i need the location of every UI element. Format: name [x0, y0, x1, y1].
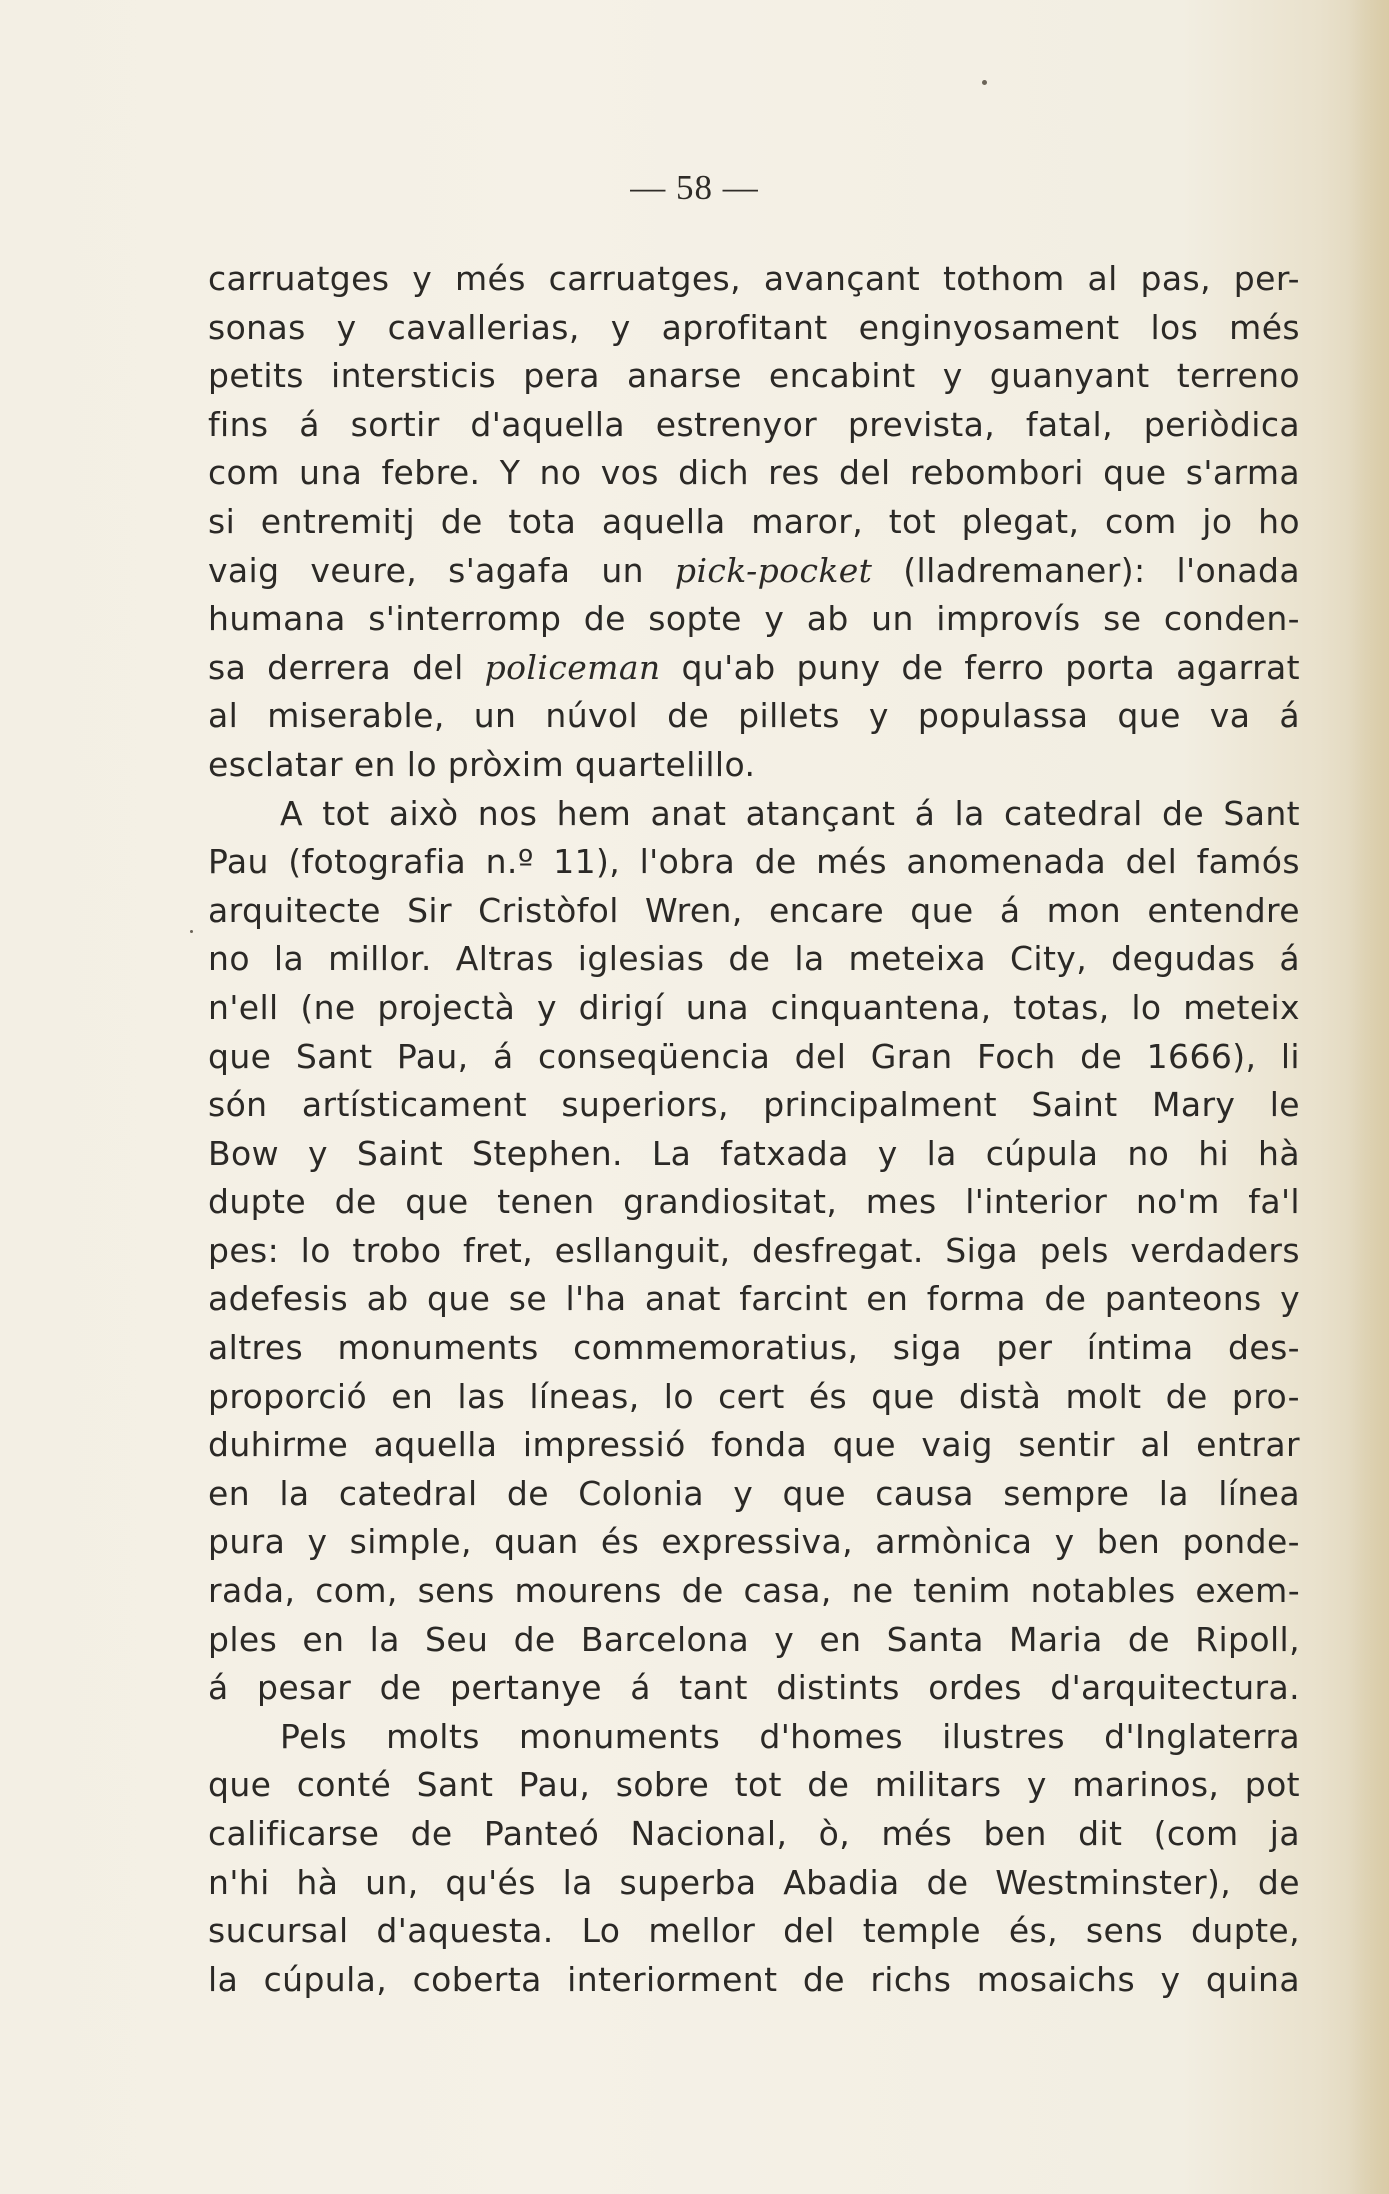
text-line: dupte de que tenen grandiositat, mes l'interior no'm fa'l — [208, 1182, 1300, 1222]
text-line: fins á sortir d'aquella estrenyor prevista, fatal, periòdica — [208, 404, 1300, 444]
text-line: Pels molts monuments d'homes ilustres d'Inglaterra — [280, 1716, 1300, 1756]
text-line: Bow y Saint Stephen. La fatxada y la cúpula no hi hà — [208, 1133, 1300, 1173]
text-line: altres monuments commemoratius, siga per íntima des- — [208, 1328, 1300, 1368]
text-line: que Sant Pau, á conseqüencia del Gran Foch de 1666), li — [208, 1036, 1300, 1076]
text-line: al miserable, un núvol de pillets y populassa que va á — [208, 696, 1300, 736]
text-line: que conté Sant Pau, sobre tot de militars y marinos, pot — [208, 1765, 1300, 1805]
text-line: com una febre. Y no vos dich res del rebombori que s'arma — [208, 453, 1300, 493]
text-line: pura y simple, quan és expressiva, armònica y ben ponde- — [208, 1522, 1300, 1562]
text-line: rada, com, sens mourens de casa, ne tenim notables exem- — [208, 1571, 1300, 1611]
text-line: pes: lo trobo fret, esllanguit, desfregat. Siga pels verdaders — [208, 1230, 1300, 1270]
text-line: arquitecte Sir Cristòfol Wren, encare que á mon entendre — [208, 890, 1300, 930]
italic-term: pick-pocket — [674, 550, 873, 590]
ink-speck — [190, 930, 193, 933]
text-line: Pau (fotografia n.º 11), l'obra de més anomenada del famós — [208, 842, 1300, 882]
text-line: si entremitj de tota aquella maror, tot plegat, com jo ho — [208, 501, 1300, 541]
text-line: sonas y cavallerias, y aprofitant enginyosament los més — [208, 307, 1300, 347]
text-line: adefesis ab que se l'ha anat farcint en forma de panteons y — [208, 1279, 1300, 1319]
text-line: vaig veure, s'agafa un pick-pocket (lladremaner): l'onada — [208, 550, 1300, 590]
text-line: n'ell (ne projectà y dirigí una cinquantena, totas, lo meteix — [208, 987, 1300, 1027]
text-line: la cúpula, coberta interiorment de richs mosaichs y quina — [208, 1959, 1300, 1999]
text-line: ples en la Seu de Barcelona y en Santa Maria de Ripoll, — [208, 1619, 1300, 1659]
text-line: petits intersticis pera anarse encabint y guanyant terreno — [208, 356, 1300, 396]
text-line: á pesar de pertanye á tant distints ordes d'arquitectura. — [208, 1668, 1300, 1708]
text-line: sucursal d'aquesta. Lo mellor del temple és, sens dupte, — [208, 1911, 1300, 1951]
page-edge-shadow — [1349, 0, 1389, 2194]
ink-speck — [982, 80, 987, 85]
text-line: no la millor. Altras iglesias de la meteixa City, degudas á — [208, 939, 1300, 979]
text-line: n'hi hà un, qu'és la superba Abadia de Westminster), de — [208, 1862, 1300, 1902]
page-number: — 58 — — [630, 168, 759, 207]
text-line: duhirme aquella impressió fonda que vaig sentir al entrar — [208, 1425, 1300, 1465]
text-line: calificarse de Panteó Nacional, ò, més ben dit (com ja — [208, 1814, 1300, 1853]
text-line: humana s'interromp de sopte y ab un improvís se conden- — [208, 599, 1300, 639]
italic-term: policeman — [484, 647, 661, 687]
text-line: A tot això nos hem anat atançant á la catedral de Sant — [280, 793, 1300, 833]
text-line: proporció en las líneas, lo cert és que distà molt de pro- — [208, 1376, 1300, 1416]
text-line: en la catedral de Colonia y que causa sempre la línea — [208, 1473, 1300, 1513]
text-line: sa derrera del policeman qu'ab puny de ferro porta agarrat — [208, 647, 1300, 687]
text-line: esclatar en lo pròxim quartelillo. — [208, 744, 756, 784]
text-line: carruatges y més carruatges, avançant tothom al pas, per- — [208, 259, 1300, 298]
text-line: són artísticament superiors, principalment Saint Mary le — [208, 1085, 1300, 1125]
body-text — [208, 255, 1300, 2004]
